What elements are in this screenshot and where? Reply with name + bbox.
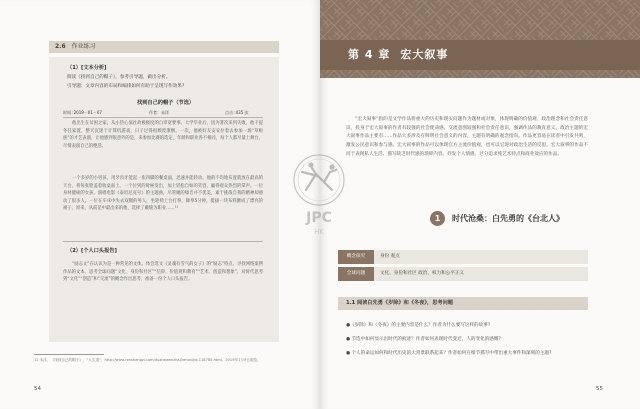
page-number-right: 55 bbox=[596, 386, 603, 392]
section-heading bbox=[430, 210, 564, 226]
right-page bbox=[320, 0, 640, 409]
page-number-left: 54 bbox=[34, 386, 41, 392]
watermark-sub: HK bbox=[314, 228, 324, 236]
excerpt-paragraph-2: 一个多岁的小男孩，用牙齿牙能起一张四脚的餐桌面，迅速并能转动。他的不均地布置就放在最高的天台，将每张脸盖着收桌面上。一个位到的时候发出，加上轻松自如的笑容，赢得观众热烈的掌声。一位身材健硕的女孩，演唱电影《泰坦尼克号》的主题曲，尽管她的嗓音并不优美，素于挑战自我的精神却感动了很多人。一位在车床中失去双腿的男人，坐轮椅上台打拳，舞拳5分钟，挺拔一块布料颤成了漂亮的裙子，原来，从前是中最出来的他，选择了戴缝为职业……¹¹ bbox=[63, 176, 263, 212]
section-badge: 1 bbox=[430, 211, 445, 226]
article-time: 时间 :2019－01－07 bbox=[63, 110, 102, 115]
section-title: 作业练习 bbox=[71, 43, 96, 50]
concept-value: 身份 观点 bbox=[380, 254, 400, 259]
exercise-instruction: 阅读《找到自己的帽子》，参考引导题，做出分析。 bbox=[67, 75, 171, 80]
question-item: ●《岁除》和《冬夜》的主要内容是什么？作者为什么要写这样的故事? bbox=[346, 323, 491, 328]
section-title: 时代沧桑：白先勇的《台北人》 bbox=[452, 213, 564, 223]
global-issue-key: 全球问题 bbox=[338, 267, 374, 281]
footnote-rule bbox=[34, 354, 104, 355]
global-issue-value: 文化、身份和社区 政治、权力和公平正义 bbox=[380, 271, 465, 276]
section-number: 2.6 bbox=[55, 43, 66, 50]
footnote: 11 末洋，《找到自己的帽子》，“人生道”，http://www.renshengzl.com/duzhewenzhai/renwu/id-118785.html，2019年1月9日浏览。 bbox=[34, 358, 261, 362]
question-item: ● 节选中如何显示出时代的痕迹？作者如何表现时代变迁，人的变化的感慨? bbox=[346, 337, 501, 342]
question-header: 1.1 阅读白先勇《岁除》和《冬夜》，思考问题 bbox=[338, 297, 588, 310]
jpc-watermark-logo bbox=[284, 150, 354, 240]
divider bbox=[63, 241, 263, 242]
chapter-intro: “宏大叙事”指的是文学作品将重大的历史和现实问题作为题材或对象，体现明确的价值观、政治理念和社会责任意识，投身于宏大叙事的作者有较强的社会使命感、交流意图较强和社会责任意识，强调作品的教育意义。政治主题的宏大叙事作品主要有……作品大多涉及有鲜明社会意义的内容，主题有明确的观念指向。作品更容易在读者中引发共鸣，激发公民意识和参与感。宏大叙事的作品可以体现官方主流价值观，也可以呈现对政治生活的反思。宏大叙事的作品不同于表现私人生活、描写缺乏时代感的琐碎内容、抒发个人情感、过分追求纯艺术特点和商业效应的作品。 bbox=[346, 117, 588, 157]
watermark-letters: JPC bbox=[306, 210, 332, 226]
question-item: ● 个人的命运如何和时代历史的大背景联系起来？作者如何在细节描写中带出重大事件和深刻的主题? bbox=[346, 351, 552, 356]
chapter-heading bbox=[348, 40, 448, 70]
guiding-question: 引导题：文章内容的布局和编排如何有助于呈现写作效果? bbox=[67, 84, 185, 89]
chapter-banner bbox=[320, 0, 640, 78]
excerpt-paragraph-1: 他出生在贫困之家，从小热心演社故极极度的自卑宽要事。大学毕业后，因为著次来到失败，他干提冬任家置，整天沉迷于计算机游戏，日子过得很颓废潦倒。一次，他被好友安安拉着去参加一场“草根族”的才艺表演，让他感到很意外的是，来参加比赛的选定，年龄和职业各不相同，每个人都尽量上舞台，尽情表演自己的绝活。 bbox=[63, 121, 263, 149]
exercise-heading-1: （1）[文本分析] bbox=[67, 65, 107, 71]
article-views: 点击 :435 次 bbox=[225, 110, 249, 115]
section-header bbox=[49, 41, 279, 53]
chapter-label: 第 4 章 bbox=[348, 48, 391, 61]
chapter-title: 宏大叙事 bbox=[400, 48, 449, 61]
article-author: 作者：末洋 bbox=[149, 110, 169, 115]
exercise-heading-2: （2）[个人口头报告] bbox=[67, 248, 117, 254]
concept-key: 概念探究 bbox=[338, 250, 374, 264]
global-issue-row bbox=[338, 267, 588, 281]
oral-report-text: “励志文”在认识为是一种常见的文体。体会选文《灵魂有雪气的女子》的“励志”特点，寻找网络案例作品的文本，思考全球问题“文化、身份和社区”“信仰、价值观和教育”“艺术、创造和想象”，对时代思考到“文化”“创造”和“交流”的概念作出思考，准备一份个人口头报告。 bbox=[63, 262, 263, 283]
concept-row bbox=[338, 250, 588, 264]
exercise-box bbox=[49, 57, 279, 342]
article-title: 找到自己的帽子（节选） bbox=[137, 100, 195, 106]
divider bbox=[63, 117, 263, 118]
